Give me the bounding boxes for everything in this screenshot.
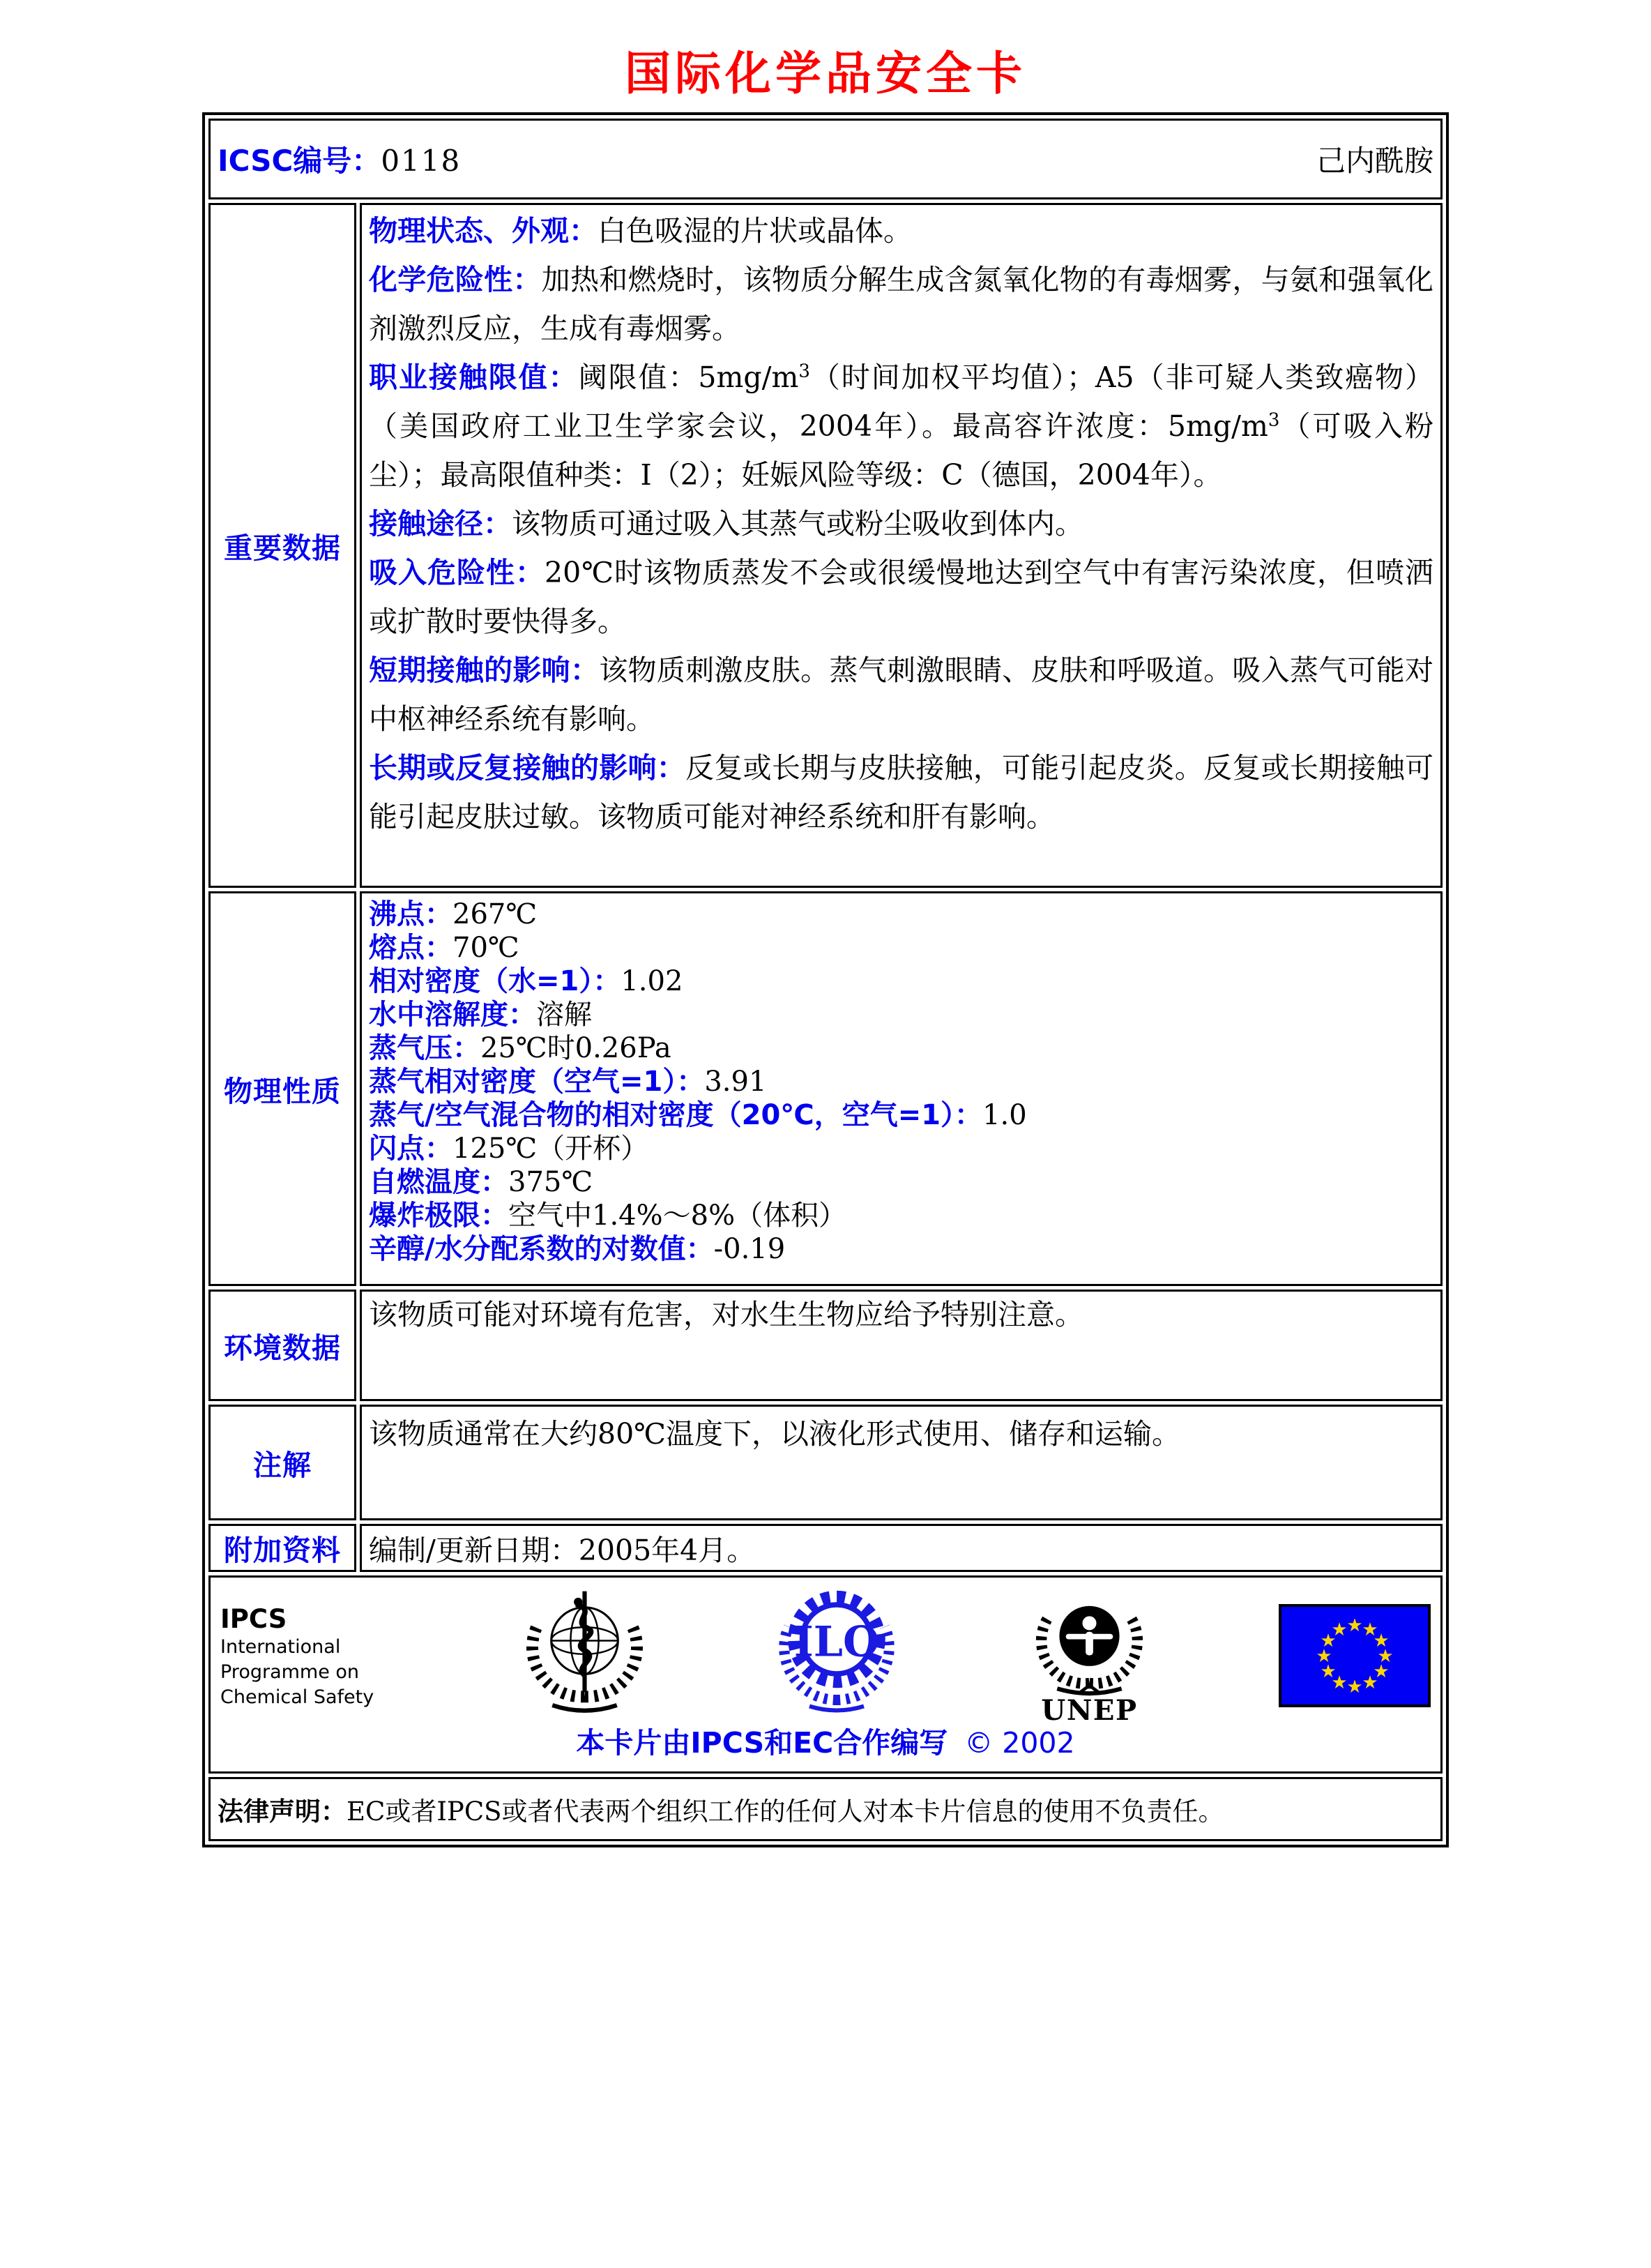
icsc-document xyxy=(0,36,1651,2268)
explosive-limits-line xyxy=(369,1199,1433,1232)
octanol-water-partition-label: 辛醇/水分配系数的对数值： xyxy=(369,1233,714,1265)
icsc-number-label: ICSC编号： xyxy=(218,144,381,178)
short-term-effects-label: 短期接触的影响： xyxy=(369,653,600,687)
vapor-air-mixture-density-line xyxy=(369,1098,1433,1132)
occupational-exposure-seg3: （可吸入粉尘）；最高限值种类：I（2）；妊娠风险等级：C（德国，2004年）。 xyxy=(369,409,1433,492)
vapor-density-line xyxy=(369,1065,1433,1098)
footer-caption xyxy=(220,1720,1431,1761)
flash-point-label: 闪点： xyxy=(369,1133,452,1165)
ipcs-line3: Chemical Safety xyxy=(220,1686,374,1708)
svg-text:★: ★ xyxy=(1373,1631,1390,1651)
relative-density-value: 1.02 xyxy=(621,965,683,997)
ipcs-line2: Programme on xyxy=(220,1661,360,1683)
inhalation-risk-item xyxy=(369,548,1433,646)
relative-density-label: 相对密度（水=1）： xyxy=(369,965,621,997)
svg-text:★: ★ xyxy=(1362,1619,1378,1640)
chemical-danger-text: 加热和燃烧时，该物质分解生成含氮氧化物的有毒烟雾，与氨和强氧化剂激烈反应，生成有毒烟雾。 xyxy=(369,263,1434,345)
ipcs-line1: International xyxy=(220,1636,341,1658)
icsc-card-table xyxy=(202,112,1449,1847)
vapor-pressure-label: 蒸气压： xyxy=(369,1032,480,1064)
svg-text:★: ★ xyxy=(1373,1661,1390,1682)
footer-copyright: © 2002 xyxy=(964,1726,1075,1760)
physical-properties-content xyxy=(360,891,1443,1286)
icsc-number-group xyxy=(218,138,461,180)
ilo-logo-icon xyxy=(774,1585,899,1717)
occupational-exposure-seg1: 阈限值：5mg/m xyxy=(578,361,799,394)
water-solubility-line xyxy=(369,998,1433,1031)
long-term-effects-item xyxy=(369,743,1433,841)
physical-properties-row xyxy=(208,891,1443,1286)
header-row xyxy=(208,119,1443,199)
long-term-effects-label: 长期或反复接触的影响： xyxy=(369,751,686,785)
inhalation-risk-text: 20℃时该物质蒸发不会或很缓慢地达到空气中有害污染浓度，但喷洒或扩散时要快得多。 xyxy=(369,556,1433,638)
autoignition-temperature-label: 自燃温度： xyxy=(369,1166,508,1198)
svg-text:★: ★ xyxy=(1331,1619,1348,1640)
physical-state-item xyxy=(369,206,1433,255)
octanol-water-partition-line xyxy=(369,1232,1433,1266)
svg-text:★: ★ xyxy=(1320,1661,1337,1682)
vapor-pressure-value: 25℃时0.26Pa xyxy=(480,1032,671,1064)
legal-row xyxy=(208,1777,1443,1841)
physical-properties-row-label: 物理性质 xyxy=(208,891,356,1286)
chemical-danger-item xyxy=(369,255,1433,353)
important-data-row-label: 重要数据 xyxy=(208,203,356,888)
svg-text:★: ★ xyxy=(1331,1672,1348,1693)
who-logo-icon xyxy=(520,1585,649,1721)
legal-cell xyxy=(208,1777,1443,1841)
boiling-point-line xyxy=(369,898,1433,931)
additional-info-row-label: 附加资料 xyxy=(208,1524,356,1572)
logos-cell xyxy=(208,1575,1443,1774)
melting-point-line xyxy=(369,931,1433,965)
ipcs-acronym: IPCS xyxy=(220,1604,287,1634)
icsc-number-value: 0118 xyxy=(381,144,462,178)
vapor-air-mixture-density-value: 1.0 xyxy=(982,1099,1027,1131)
environmental-data-row xyxy=(208,1290,1443,1401)
octanol-water-partition-value: -0.19 xyxy=(713,1233,786,1265)
vapor-pressure-line xyxy=(369,1031,1433,1065)
physical-state-label: 物理状态、外观： xyxy=(369,214,598,248)
superscript-3: 3 xyxy=(1268,409,1280,431)
autoignition-temperature-line xyxy=(369,1165,1433,1199)
melting-point-value: 70℃ xyxy=(452,932,519,964)
vapor-density-value: 3.91 xyxy=(704,1066,767,1098)
inhalation-risk-label: 吸入危险性： xyxy=(369,556,545,589)
legal-text: EC或者IPCS或者代表两个组织工作的任何人对本卡片信息的使用不负责任。 xyxy=(347,1797,1224,1827)
eu-flag-icon xyxy=(1279,1585,1431,1707)
exposure-routes-item xyxy=(369,499,1433,548)
logos-row xyxy=(208,1575,1443,1774)
occupational-exposure-label: 职业接触限值： xyxy=(369,361,579,394)
ilo-logo-text: ILO xyxy=(793,1617,880,1667)
water-solubility-value: 溶解 xyxy=(536,999,592,1031)
environmental-data-content: 该物质可能对环境有危害，对水生生物应给予特别注意。 xyxy=(360,1290,1443,1401)
vapor-air-mixture-density-label: 蒸气/空气混合物的相对密度（20℃，空气=1）： xyxy=(369,1099,983,1131)
melting-point-label: 熔点： xyxy=(369,932,452,964)
explosive-limits-value: 空气中1.4%～8%（体积） xyxy=(508,1200,847,1232)
chemical-name: 己内酰胺 xyxy=(1316,144,1433,178)
superscript-3: 3 xyxy=(798,361,810,382)
flash-point-value: 125℃（开杯） xyxy=(452,1133,649,1165)
header-cell xyxy=(208,119,1443,199)
short-term-effects-text: 该物质刺激皮肤。蒸气刺激眼睛、皮肤和呼吸道。吸入蒸气可能对中枢神经系统有影响。 xyxy=(369,653,1434,736)
long-term-effects-text: 反复或长期与皮肤接触，可能引起皮炎。反复或长期接触可能引起皮肤过敏。该物质可能对神经系统和肝有影响。 xyxy=(369,751,1434,833)
additional-info-row xyxy=(208,1524,1443,1572)
boiling-point-label: 沸点： xyxy=(369,898,452,930)
notes-row xyxy=(208,1405,1443,1520)
physical-state-text: 白色吸湿的片状或晶体。 xyxy=(598,214,912,248)
svg-text:★: ★ xyxy=(1316,1646,1332,1667)
chemical-danger-label: 化学危险性： xyxy=(369,263,542,296)
occupational-exposure-item xyxy=(369,353,1433,499)
important-data-content xyxy=(360,203,1443,888)
occupational-exposure-seg2: （时间加权平均值）；A5（非可疑人类致癌物）（美国政府工业卫生学家会议，2004年）。最高容许浓度：5mg/m xyxy=(369,361,1433,443)
legal-label: 法律声明： xyxy=(218,1797,347,1827)
page-title: 国际化学品安全卡 xyxy=(625,46,1026,100)
additional-info-content: 编制/更新日期：2005年4月。 xyxy=(360,1524,1443,1572)
notes-content: 该物质通常在大约80℃温度下，以液化形式使用、储存和运输。 xyxy=(360,1405,1443,1520)
svg-text:★: ★ xyxy=(1320,1631,1337,1651)
flash-point-line xyxy=(369,1132,1433,1165)
autoignition-temperature-value: 375℃ xyxy=(508,1166,593,1198)
svg-text:★: ★ xyxy=(1346,1615,1363,1636)
boiling-point-value: 267℃ xyxy=(452,898,538,930)
svg-text:★: ★ xyxy=(1362,1672,1378,1693)
environmental-data-row-label: 环境数据 xyxy=(208,1290,356,1401)
ipcs-text-block xyxy=(220,1585,395,1710)
exposure-routes-label: 接触途径： xyxy=(369,507,512,540)
exposure-routes-text: 该物质可通过吸入其蒸气或粉尘吸收到体内。 xyxy=(512,507,1083,540)
explosive-limits-label: 爆炸极限： xyxy=(369,1200,508,1232)
footer-caption-text: 本卡片由IPCS和EC合作编写 xyxy=(576,1726,948,1760)
vapor-density-label: 蒸气相对密度（空气=1）： xyxy=(369,1066,705,1098)
short-term-effects-item xyxy=(369,646,1433,743)
unep-logo-icon xyxy=(1025,1585,1154,1724)
svg-text:★: ★ xyxy=(1346,1677,1363,1698)
water-solubility-label: 水中溶解度： xyxy=(369,999,536,1031)
unep-logo-text: UNEP xyxy=(1040,1693,1138,1724)
important-data-row xyxy=(208,203,1443,888)
relative-density-line xyxy=(369,965,1433,998)
notes-row-label: 注解 xyxy=(208,1405,356,1520)
svg-text:★: ★ xyxy=(1377,1646,1394,1667)
